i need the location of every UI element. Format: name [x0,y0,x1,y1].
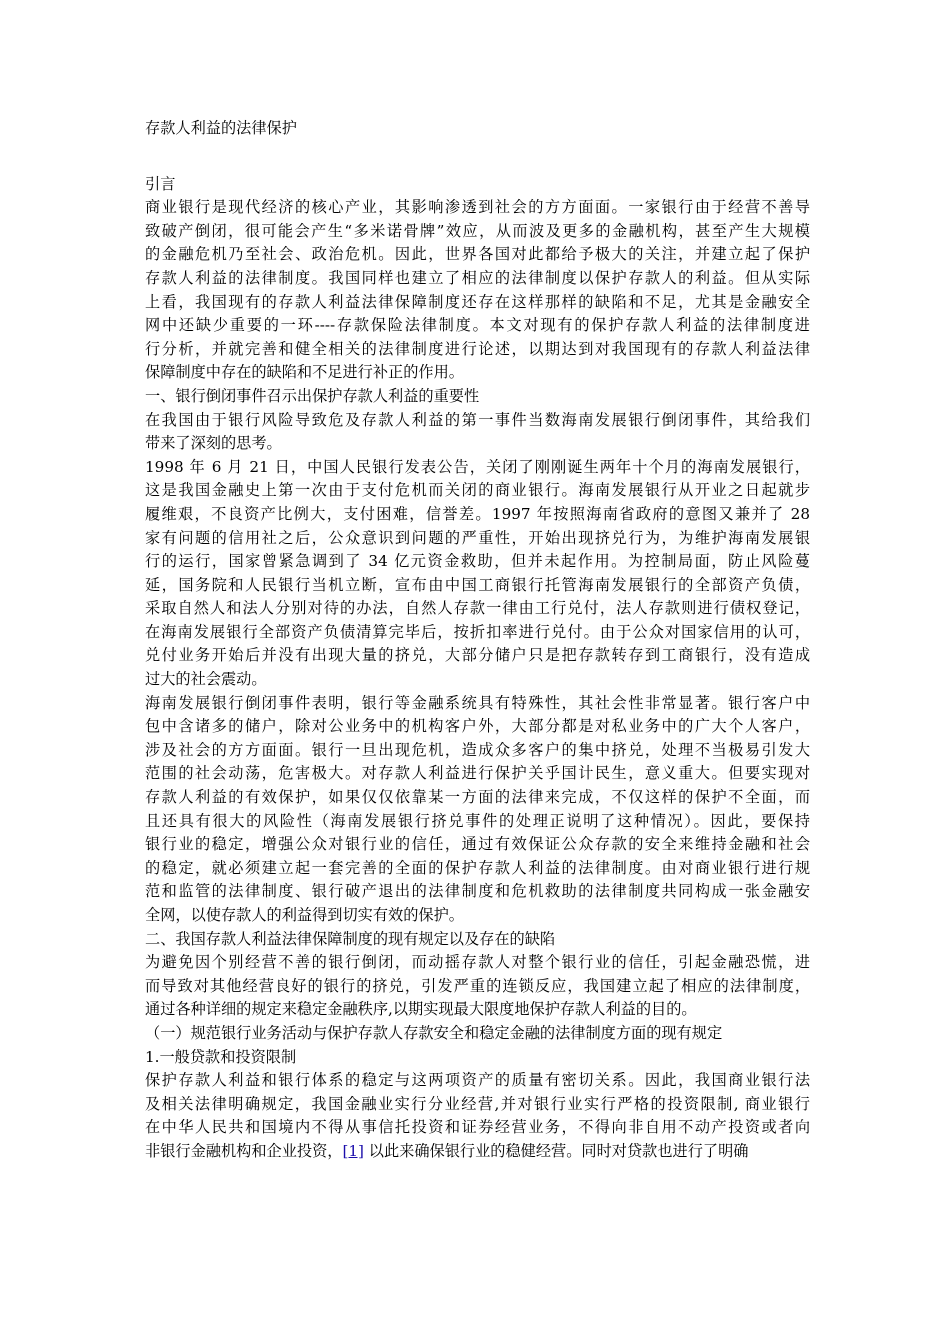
text-line: 存款人利益的法律制度。我国同样也建立了相应的法律制度以保护存款人的利益。但从实际 [145,268,810,287]
subsection-heading: 1.一般贷款和投资限制 [145,1047,297,1066]
text-line: 兑付业务开始后并没有出现大量的挤兑，大部分储户只是把存款转存到工商银行，没有造成 [145,646,810,665]
spacer [145,141,810,159]
text-line: 延，国务院和人民银行当机立断，宣布由中国工商银行托管海南发展银行的全部资产负债， [145,575,810,594]
text-line: 银行业的稳定，增强公众对银行业的信任，通过有效保证公众存款的安全来维持金融和社会 [145,835,810,854]
section-heading: 一、银行倒闭事件召示出保护存款人利益的重要性 [145,386,480,405]
section-heading: 引言 [145,174,176,193]
text-line: 这是我国金融史上第一次由于支付危机而关闭的商业银行。海南发展银行从开业之日起就步 [145,481,810,500]
text-line: 带来了深刻的思考。 [145,434,282,453]
text-line: 包中含诸多的储户，除对公业务中的机构客户外，大部分都是对私业务中的广大个人客户， [145,717,810,736]
text-line: 上看，我国现有的存款人利益法律保障制度还存在这样那样的缺陷和不足，尤其是金融安全 [145,292,810,311]
text-line: 通过各种详细的规定来稳定金融秩序,以期实现最大限度地保护存款人利益的目的。 [145,1000,697,1019]
text-line: 在我国由于银行风险导致危及存款人利益的第一事件当数海南发展银行倒闭事件，其给我们 [145,410,810,429]
text-line: 在中华人民共和国境内不得从事信托投资和证券经营业务，不得向非自用不动产投资或者向 [145,1118,810,1137]
text-line: 1998 年 6 月 21 日，中国人民银行发表公告，关闭了刚刚诞生两年十个月的海南发展银行， [145,457,810,476]
text-line: 存款人利益的有效保护，如果仅仅依靠某一方面的法律来完成，不仅这样的保护不全面，而 [145,788,810,807]
text-line: 过大的社会震动。 [145,670,267,689]
text-line: 采取自然人和法人分别对待的办法，自然人存款一律由工行兑付，法人存款则进行债权登记， [145,599,810,618]
text-line: 的金融危机乃至社会、政治危机。因此，世界各国对此都给予极大的关注，并建立起了保护 [145,245,810,264]
text-line: 全网，以使存款人的利益得到切实有效的保护。 [145,906,464,924]
footnote-link[interactable]: [1] [342,1141,364,1160]
document-title: 存款人利益的法律保护 [145,119,297,137]
text-fragment: 非银行金融机构和企业投资， [145,1141,343,1160]
text-line: 保护存款人利益和银行体系的稳定与这两项资产的质量有密切关系。因此，我国商业银行法 [145,1071,810,1090]
text-line-last [145,1140,810,1164]
text-line: 范和监管的法律制度、银行破产退出的法律制度和危机救助的法律制度共同构成一张金融安 [145,882,810,901]
text-line: 而导致对其他经营良好的银行的挤兑，引发严重的连锁反应，我国建立起了相应的法律制度， [145,976,810,995]
text-line: 致破产倒闭，很可能会产生“多米诺骨牌”效应，从而波及更多的金融机构，甚至产生大规模 [145,221,810,240]
text-line: 及相关法律明确规定，我国金融业实行分业经营,并对银行业实行严格的投资限制, 商业银行 [145,1094,810,1113]
text-line: 且还具有很大的风险性（海南发展银行挤兑事件的处理正说明了这种情况）。因此，要保持 [145,811,810,830]
text-line: 的稳定，就必须建立起一套完善的全面的保护存款人利益的法律制度。由对商业银行进行规 [145,858,810,877]
text-line: 商业银行是现代经济的核心产业，其影响渗透到社会的方方面面。一家银行由于经营不善导 [145,198,810,217]
text-line: 为避免因个别经营不善的银行倒闭，而动摇存款人对整个银行业的信任，引起金融恐慌，进 [145,953,810,972]
document-body [145,117,810,1164]
text-line: 履维艰，不良资产比例大，支付困难，信誉差。1997 年按照海南省政府的意图又兼并了 28 [145,504,810,523]
text-fragment: 以此来确保银行业的稳健经营。同时对贷款也进行了明确 [363,1141,749,1160]
text-line: 家有问题的信用社之后，公众意识到问题的严重性，开始出现挤兑行为，为维护海南发展银 [145,528,810,547]
text-line: 网中还缺少重要的一环----存款保险法律制度。本文对现有的保护存款人利益的法律制度进 [145,316,810,335]
text-line: 范围的社会动荡，危害极大。对存款人利益进行保护关乎国计民生，意义重大。但要实现对 [145,764,810,783]
text-line: 在海南发展银行全部资产负债清算完毕后，按折扣率进行兑付。由于公众对国家信用的认可， [145,622,810,641]
text-line: 行分析，并就完善和健全相关的法律制度进行论述，以期达到对我国现有的存款人利益法律 [145,339,810,358]
spacer [145,159,810,173]
text-line: 海南发展银行倒闭事件表明，银行等金融系统具有特殊性，其社会性非常显著。银行客户中 [145,693,810,712]
text-line: 保障制度中存在的缺陷和不足进行补正的作用。 [145,363,464,382]
text-line: 行的运行，国家曾紧急调到了 34 亿元资金救助，但并未起作用。为控制局面，防止风险蔓 [145,552,810,571]
section-heading: 二、我国存款人利益法律保障制度的现有规定以及存在的缺陷 [145,929,556,948]
text-line: 涉及社会的方方面面。银行一旦出现危机，造成众多客户的集中挤兑，处理不当极易引发大 [145,740,810,759]
subsection-heading: （一）规范银行业务活动与保护存款人存款安全和稳定金融的法律制度方面的现有规定 [145,1023,723,1042]
